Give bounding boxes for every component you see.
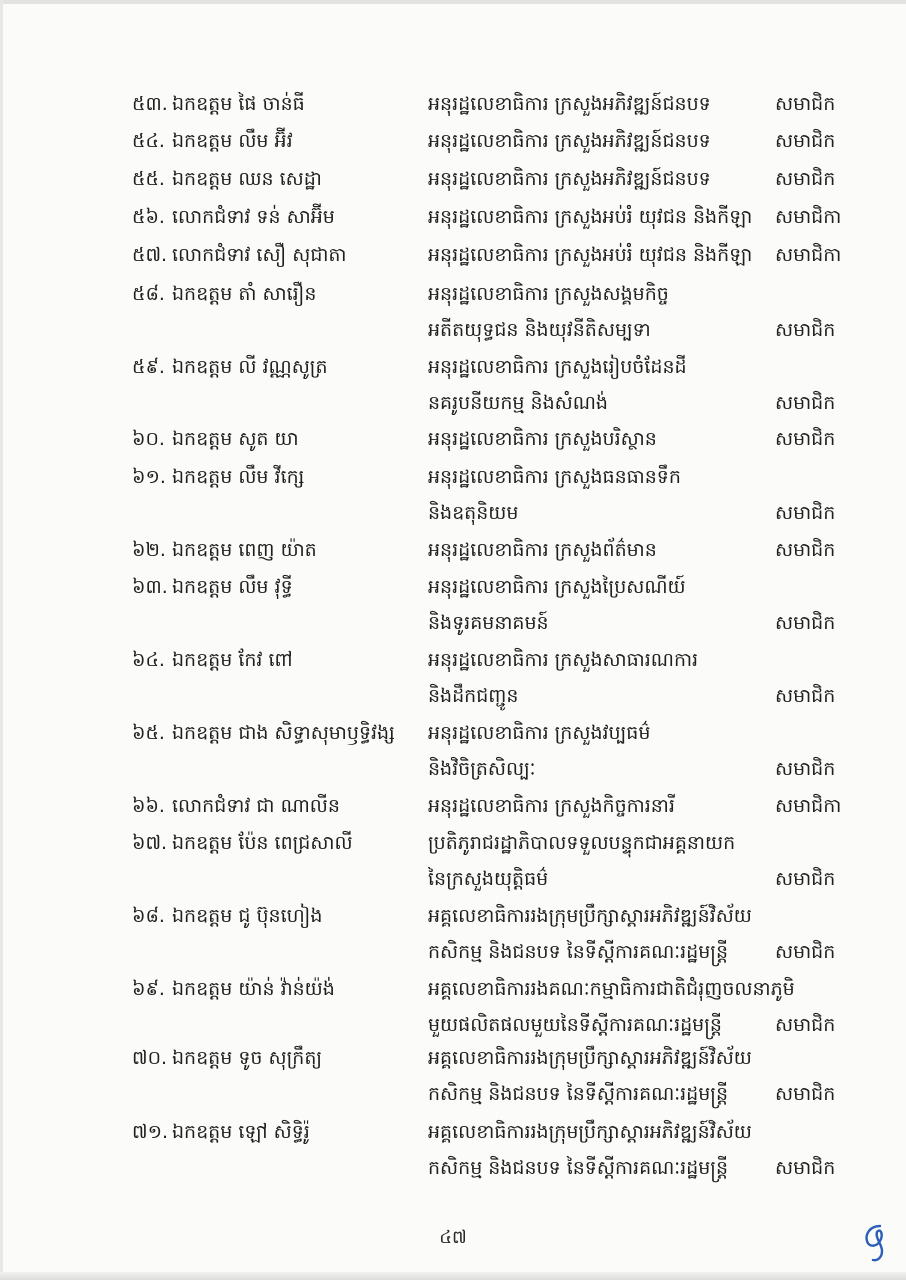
entry-number: ៥៥. (132, 168, 165, 190)
position-line-2: នៃក្រសួងយុត្តិធម៌ (428, 868, 549, 890)
entry-number: ៦៩. (132, 978, 165, 1000)
committee-role: សមាជិក (775, 941, 836, 963)
roster-entry (0, 276, 906, 356)
committee-role: សមាជិកា (775, 795, 842, 817)
member-name: ឯកឧត្តម ប៉ែន ពេជ្រសាលី (172, 832, 353, 854)
position-line-1: អនុរដ្ឋលេខាធិការ ក្រសួងសង្គមកិច្ច (428, 283, 669, 305)
scan-edge-bottom (0, 1272, 906, 1280)
committee-role: សមាជិក (775, 539, 836, 561)
committee-role: សមាជិក (775, 758, 836, 780)
member-name: ឯកឧត្តម តាំ សារឿន (172, 283, 317, 305)
position-line-1: អនុរដ្ឋលេខាធិការ ក្រសួងសាធារណការ (428, 649, 699, 671)
page-number: ៤៧ (439, 1227, 467, 1248)
position-line-2: និងទូរគមនាគមន៍ (428, 612, 549, 634)
member-name: ឯកឧត្តម ឈន សេដ្ឋា (172, 168, 322, 190)
committee-role: សមាជិក (775, 1014, 836, 1036)
roster-entry (0, 715, 906, 795)
position-line-2: មួយផលិតផលមួយនៃទីស្ដីការគណៈរដ្ឋមន្ត្រី (428, 1014, 722, 1036)
position-line-2: និងវិចិត្រសិល្បៈ (428, 758, 536, 780)
member-name: ឯកឧត្តម លឹម វុទ្ធី (172, 576, 293, 598)
position-line-1: អនុរដ្ឋលេខាធិការ ក្រសួងធនធានទឹក (428, 466, 681, 488)
committee-role: សមាជិក (775, 168, 836, 190)
entry-number: ៦៦. (132, 795, 165, 817)
entry-number: ៧១. (132, 1121, 169, 1143)
position-line-1: អនុរដ្ឋលេខាធិការ ក្រសួងកិច្ចការនារី (428, 795, 675, 817)
position-line-1: អគ្គលេខាធិការរងក្រុមប្រឹក្សាស្ដារអភិវឌ្ឍន៍វិស័យ (428, 1047, 752, 1069)
roster-entry (0, 898, 906, 978)
committee-role: សមាជិក (775, 685, 836, 707)
position-line-1: អនុរដ្ឋលេខាធិការ ក្រសួងអភិវឌ្ឍន៍ជនបទ (428, 168, 711, 190)
entry-number: ៥៨. (132, 283, 165, 305)
entry-number: ៦៥. (132, 722, 165, 744)
roster-entry (0, 1114, 906, 1194)
member-name: លោកជំទាវ ទន់ សាអ៊ីម (172, 206, 335, 228)
committee-role: សមាជិក (775, 1083, 836, 1105)
roster-entry (0, 825, 906, 905)
committee-role: សមាជិក (775, 130, 836, 152)
roster-entry (0, 349, 906, 429)
entry-number: ៦២. (132, 539, 166, 561)
roster-entry (0, 971, 906, 1051)
position-line-2: និងដឹកជញ្ជូន (428, 685, 519, 707)
member-name: ឯកឧត្តម លី វណ្ណសូត្រ (172, 356, 328, 378)
position-line-1: អនុរដ្ឋលេខាធិការ ក្រសួងអប់រំ យុវជន និងកីឡា (428, 206, 753, 228)
entry-number: ៥៣. (132, 93, 168, 115)
entry-number: ៥៦. (132, 206, 165, 228)
committee-role: សមាជិកា (775, 244, 842, 266)
entry-number: ៦៨. (132, 905, 165, 927)
committee-role: សមាជិកា (775, 206, 842, 228)
position-line-1: អគ្គលេខាធិការរងក្រុមប្រឹក្សាស្ដារអភិវឌ្ឍន៍វិស័យ (428, 1121, 752, 1143)
position-line-1: អនុរដ្ឋលេខាធិការ ក្រសួងអភិវឌ្ឍន៍ជនបទ (428, 93, 711, 115)
position-line-1: អនុរដ្ឋលេខាធិការ ក្រសួងអប់រំ យុវជន និងកីឡា (428, 244, 753, 266)
position-line-1: អនុរដ្ឋលេខាធិការ ក្រសួងប្រៃសណីយ៍ (428, 576, 686, 598)
member-name: ឯកឧត្តម ទូច សុក្រឹត្យ (172, 1047, 323, 1069)
committee-role: សមាជិក (775, 319, 836, 341)
committee-role: សមាជិក (775, 428, 836, 450)
roster-entry (0, 642, 906, 722)
position-line-2: នគរូបនីយកម្ម និងសំណង់ (428, 392, 608, 414)
position-line-2: កសិកម្ម និងជនបទ នៃទីស្ដីការគណៈរដ្ឋមន្ត្រី (428, 1083, 729, 1105)
entry-number: ៦៣. (132, 576, 168, 598)
committee-role: សមាជិក (775, 1157, 836, 1179)
entry-number: ៦០. (132, 428, 165, 450)
entry-number: ៥៩. (132, 356, 165, 378)
position-line-1: អគ្គលេខាធិការរងគណៈកម្មាធិការជាតិជំរុញចលនាភូមិ (428, 978, 795, 1000)
committee-role: សមាជិក (775, 868, 836, 890)
committee-role: សមាជិក (775, 93, 836, 115)
entry-number: ៥៤. (132, 130, 165, 152)
member-name: ឯកឧត្តម ពេញ យ៉ាត (172, 539, 317, 561)
entry-number: ៦៤. (132, 649, 165, 671)
member-name: ឯកឧត្តម យ៉ាន់ វ៉ាន់យ៉ង់ (172, 978, 335, 1000)
position-line-1: អនុរដ្ឋលេខាធិការ ក្រសួងព័ត៌មាន (428, 539, 657, 561)
position-line-2: កសិកម្ម និងជនបទ នៃទីស្ដីការគណៈរដ្ឋមន្ត្រី (428, 941, 729, 963)
position-line-1: អនុរដ្ឋលេខាធិការ ក្រសួងរៀបចំដែនដី (428, 356, 687, 378)
position-line-1: អគ្គលេខាធិការរងក្រុមប្រឹក្សាស្ដារអភិវឌ្ឍន៍វិស័យ (428, 905, 752, 927)
entry-number: ៧០. (132, 1047, 168, 1069)
member-name: ឯកឧត្តម កែវ ពៅ (172, 649, 293, 671)
position-line-2: កសិកម្ម និងជនបទ នៃទីស្ដីការគណៈរដ្ឋមន្ត្រី (428, 1157, 729, 1179)
position-line-2: អតីតយុទ្ធជន និងយុវនីតិសម្បទា (428, 319, 651, 341)
member-name: ឯកឧត្តម ជូ ប៊ុនហៀង (172, 905, 323, 927)
member-name: ឯកឧត្តម ជាង សិទ្ធាសុមាឫទ្ធិវង្ស (172, 722, 395, 744)
roster-entry (0, 1040, 906, 1120)
member-name: លោកជំទាវ សឿ សុជាតា (172, 244, 347, 266)
member-name: ឯកឧត្តម លឹម វីក្សេ (172, 466, 305, 488)
member-name: ឯកឧត្តម សូត យា (172, 428, 299, 450)
entry-number: ៦១. (132, 466, 166, 488)
member-name: ឯកឧត្តម ឡៅ សិទ្ធិរ៉ូ (172, 1121, 310, 1143)
roster-entry (0, 569, 906, 649)
position-line-1: អនុរដ្ឋលេខាធិការ ក្រសួងអភិវឌ្ឍន៍ជនបទ (428, 130, 711, 152)
position-line-1: អនុរដ្ឋលេខាធិការ ក្រសួងបរិស្ថាន (428, 428, 657, 450)
position-line-1: ប្រតិភូរាជរដ្ឋាភិបាលទទួលបន្ទុកជាអគ្គនាយក (428, 832, 736, 854)
committee-role: សមាជិក (775, 612, 836, 634)
member-name: ឯកឧត្តម លឹម អ៊ីវ (172, 130, 293, 152)
member-name: ឯកឧត្តម ផៃ ចាន់ធី (172, 93, 305, 115)
handwritten-initial-icon (858, 1220, 894, 1264)
roster-entry (0, 459, 906, 539)
committee-role: សមាជិក (775, 502, 836, 524)
entry-number: ៦៧. (132, 832, 168, 854)
position-line-2: និងឧតុនិយម (428, 502, 519, 524)
member-name: លោកជំទាវ ជា ណាលីន (172, 795, 340, 817)
entry-number: ៥៧. (132, 244, 168, 266)
committee-role: សមាជិក (775, 392, 836, 414)
position-line-1: អនុរដ្ឋលេខាធិការ ក្រសួងវប្បធម៌ (428, 722, 651, 744)
